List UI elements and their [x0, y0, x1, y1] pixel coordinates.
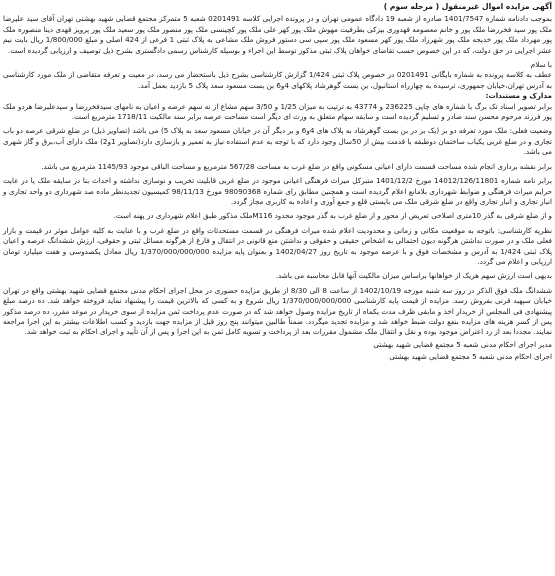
survey-paragraph: برابر نقشه برداری انجام شده مساحت قسمت دارای اعیانی مسکونی واقع در ضلع غرب به مساحت 567/28 مترمربع و مساحت الباقی موجود 1145/93 مترمربع می باشد.	[41, 161, 552, 171]
access-paragraph: و از ضلع شرقی به گذر 10متری اصلاحی تعریض از محور و از ضلع غرب به گذر موجود محدود M116ملک مذکور طبق اعلام شهرداری در پهنه است.	[113, 211, 552, 221]
notice-title: آگهی مزایده اموال غیرمنقول ( مرحله سوم )	[383, 2, 552, 11]
documents-paragraph: برابر تصویر اسناد تک برگ با شماره های چاپی 236225 و 43774 به ترتیب به میزان 1/25 و 3/50 سهم مشاع از نه سهم عرصه و اعیان به نامهای سیدفخررضا و سیدعلیرضا هردو ملک پور فرزند مرحوم محسن سند صادر و تسلیم گردیده است و سابقه سهام متعلق به ورث ای دیگر است مساحت عرصه برابر سند مالکیت 1718/11 مترمربع است.	[3, 101, 552, 122]
heritage-paragraph: برابر نامه شماره 14012/126/11801 مورخ 1401/12/2 متبرکل میراث فرهنگی اعیانی موجود در ضلع غربی قابلیت تخریب و نوسازی نداشته و احداث بنا در سایقه ملک یا در عایت حرایم میراث فرهنگی و ضوابط شهرداری بلامانع اعلام گردیده است و همچنین مطابق رای شماره 98090368 مورخ 98/11/13 کمیسیون تجدیدنظر ماده صد شهرداری دو واحد تجاری و انبار تجاری و انبار تجاری واقع در ضلع شرقی ملک می بایستی قلع و جمع آوری و اعاده به کاربری مجاز گردد.	[3, 176, 552, 206]
expert-opinion-paragraph: نظریه کارشناسی: باتوجه به موقعیت مکانی و زمانی و محدودیت اعلام شده میراث فرهنگی در قسمت مستحدثات واقع در ضلع غرب و با عنایت به کلیه عوامل موثر در قیمت و بازار فعلی ملک و در صورت نداشتن هرگونه دیون احتمالی به اشخاص حقیقی و حقوقی و نداشتن منع قانونی در انتقال و فارغ از هرگونه مسائل ثبتی و حقوقی، ارزش ششدانگ عرصه و اعیان پلاک ثبتی 1/424 به آدرس و مشخصات فوق و با عرصه موجود به تاریخ روز 1402/04/27 و بعنوان پایه مزایده 1/370/000/000/000 ریال معادل یکصدوسی و هفت میلیارد تومان ارزیابی و اعلام می گردد.	[3, 225, 553, 266]
share-note: بدیهی است ارزش سهم هریک از خواهانها براساس میزان مالکیت آنها قابل محاسبه می باشد.	[275, 271, 552, 281]
signature-line-2: اجرای احکام مدنی شعبه 5 مجتمع قضایی شهید بهشتی	[389, 352, 552, 362]
signature-line-1: مدیر اجرای احکام مدنی شعبه 5 مجتمع قضایی شهید بهشتی	[373, 339, 552, 349]
inspection-paragraph: عطف به کلاسه پرونده به شماره بایگانی 0201491 در خصوص پلاک ثبتی 1/424 گزارش کارشناسی بشرح ذیل باستحضار می رسد، در معیت و تعرفه متقاضی از ملک مورد کارشناسی به آدرس تهران،خیابان جمهوری، ترسیده به چهارراه استانبول، بن بست گوهرشاد پلاکهای 4و6 بن بست مسعود سعد پلاک 5 بازدید بعمل آمد.	[3, 70, 552, 90]
greeting: با سلام	[530, 60, 552, 70]
current-status-paragraph: وضعیت فعلی: ملک مورد تعرفه دو بر (یک بر در بن بست گوهرشاد به پلاک های 4و6 و بر دیگر آن در خیابان مسعود سعد به پلاک 5) می باشد (تصاویر ذیل) در ضلع شرقی عرصه دو باب تجاری و در ضلع غربی یکباب ساختمان دوطبقه با قدمت بیش از 50سال وجود دارد که با توجه به عدم استفاده نیاز به تعمیر و بازسازی دارد(تصاویر 1و2) ملک دارای آب،برق و گاز شهری می باشد.	[3, 126, 553, 157]
documents-heading: مدارک و مستندات:	[485, 91, 552, 101]
intro-paragraph: بموجب دادنامه شماره 1401/7547 صادره از شعبه 19 دادگاه عمومی تهران و در پرونده اجرایی کلاسه 0201491 شعبه 5 متمرکز مجتمع قضایی شهید بهشتی تهران آقای سید علیرضا ملک پور سید فخررضا ملک پور و خانم معصومه قهدوری بیزکی بطرفیت مهوش ملک پور کهر علی ملک پور کچینسی ملک پور منصور ملک پور سعید ملک پور پرویز قهدی دینا منصوره ملک پور مهرداد ملک پور خدیجه ملک پور شهرزاد ملک پور کهر مسعود ملک پور سپی سی دستور فروش ملک مشاعی به پلاک ثبتی 1 فرعی از 424 اصلی و مبلغ 1/800/000 ریال بابت نیم عشر اجرایی در حق دولت، که در این خصوص حسب تقاضای خواهان پلاک ثبتی مذکور توسط این اجراء و بوسیله کارشناس رسمی دادگستری بشرح ذیل توصیف و ارزیابی گردیده است.	[3, 14, 552, 55]
auction-terms-paragraph: ششدانگ ملک فوق الذکر در روز سه شنبه مورخه 1402/10/19 از ساعت 8 الی 8/30 از طریق مزایده حضوری در محل اجرای احکام مدنی مجتمع قضایی شهید بهشتی واقع در تهران خیابان سپهبد قرنی بفروش رسد. مزایده از قیمت پایه کارشناسی 1/370/000/000/000 ریال شروع و به کسی که بالاترین قیمت را پیشنهاد نماید فروخته خواهد شد. ده درصد مبلغ پیشنهادی فی المجلس از خریدار اخذ و مابقی ظرف مدت یکماه از تاریخ مزایده وصول خواهد شد که در صورت عدم پرداخت ثمن مزایده از سوی خریدار در موعد مقرر، ده درصد مذکور پس از کسر هزینه های مزایده بنفع دولت ضبط خواهد شد و مزایده تجدید میگردد. ضمناً طالبین میتوانند پنج روز قبل از مزایده جهت بازدید و کسب اطلاعات بیشتر به این اجرا مراجعه نمایند. مجددا بعد از رد اعتراض موجود بوده و نقل و انتقال ملک مشمول مقررات بعد از پرداخت و تسویه کامل ثمن به این اجرا و پس از آن تأیید و اجرای احکام به ثبت خواهد شد.	[3, 285, 552, 337]
